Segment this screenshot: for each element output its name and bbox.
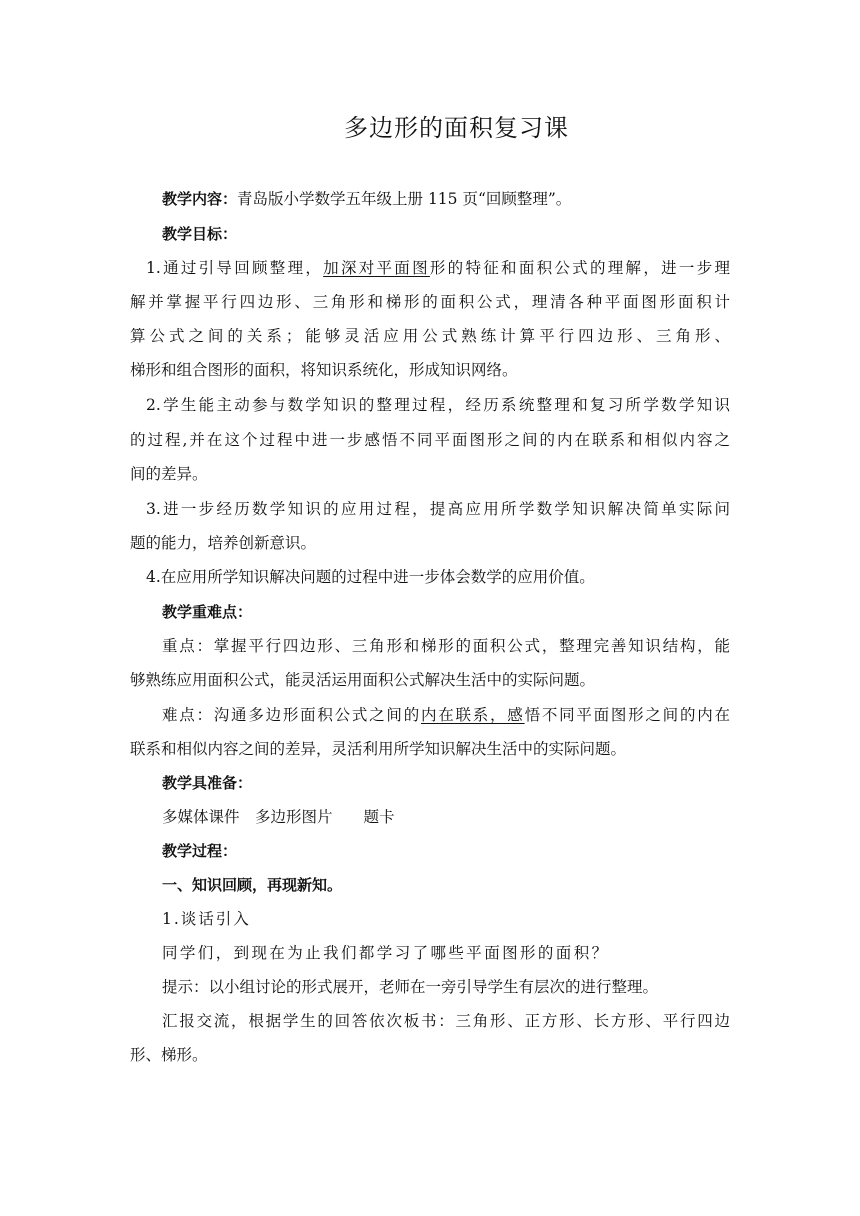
goal1-line4: 梯形和组合图形的面积，将知识系统化，形成知识网络。 bbox=[130, 361, 518, 379]
step1-question: 同学们，到现在为止我们都学习了哪些平面图形的面积？ bbox=[162, 944, 610, 962]
difficult-point-line1 bbox=[162, 703, 730, 727]
document-title: 多边形的面积复习课 bbox=[344, 114, 569, 142]
goal1-line1 bbox=[146, 256, 730, 280]
prep-items: 多媒体课件 多边形图片 题卡 bbox=[162, 808, 395, 826]
process-label: 教学过程： bbox=[162, 842, 238, 860]
teaching-content-line bbox=[162, 187, 762, 211]
difficult-point-line2: 联系和相似内容之间的差异，灵活利用所学知识解决生活中的实际问题。 bbox=[130, 740, 627, 758]
goal1-text-b: 形的特征和面积公式的理解，进一步理 bbox=[429, 259, 730, 277]
teaching-goals-label: 教学目标： bbox=[162, 225, 238, 243]
key-point-line1: 重点：掌握平行四边形、三角形和梯形的面积公式，整理完善知识结构，能 bbox=[162, 637, 730, 655]
goal1-text-a: 1.通过引导回顾整理， bbox=[146, 259, 324, 277]
prep-label: 教学具准备： bbox=[162, 774, 253, 792]
difficult-underlined: 内在联系，感 bbox=[420, 706, 525, 724]
report-line2: 形、梯形。 bbox=[130, 1046, 208, 1064]
teaching-content-label: 教学内容： bbox=[162, 190, 238, 208]
goal3-line2: 题的能力，培养创新意识。 bbox=[130, 534, 317, 552]
hint-line: 提示：以小组讨论的形式展开，老师在一旁引导学生有层次的进行整理。 bbox=[162, 978, 659, 996]
key-difficult-label: 教学重难点： bbox=[162, 603, 253, 621]
goal2-line1: 2.学生能主动参与数学知识的整理过程，经历系统整理和复习所学数学知识 bbox=[146, 396, 730, 414]
goal1-line3: 算公式之间的关系；能够灵活应用公式熟练计算平行四边形、三角形、 bbox=[130, 327, 730, 345]
goal2-line3: 间的差异。 bbox=[130, 465, 208, 483]
goal1-line2: 解并掌握平行四边形、三角形和梯形的面积公式，理清各种平面图形面积计 bbox=[130, 293, 730, 311]
step1-title: 1.谈话引入 bbox=[162, 910, 251, 928]
goal1-underlined: 加深对平面图 bbox=[323, 259, 430, 277]
section1-heading: 一、知识回顾，再现新知。 bbox=[162, 876, 343, 894]
report-line1: 汇报交流，根据学生的回答依次板书：三角形、正方形、长方形、平行四边 bbox=[162, 1012, 730, 1030]
teaching-content-text: 青岛版小学数学五年级上册 115 页“回顾整理”。 bbox=[237, 190, 572, 208]
goal3-line1: 3.进一步经历数学知识的应用过程，提高应用所学数学知识解决简单实际问 bbox=[146, 500, 730, 518]
difficult-text-b: 悟不同平面图形之间的内在 bbox=[524, 706, 730, 724]
goal4-line: 4.在应用所学知识解决问题的过程中进一步体会数学的应用价值。 bbox=[146, 568, 595, 586]
difficult-text-a: 难点：沟通多边形面积公式之间的 bbox=[162, 706, 421, 724]
key-point-line2: 够熟练应用面积公式，能灵活运用面积公式解决生活中的实际问题。 bbox=[130, 671, 596, 689]
goal2-line2: 的过程,并在这个过程中进一步感悟不同平面图形之间的内在联系和相似内容之 bbox=[130, 431, 730, 449]
